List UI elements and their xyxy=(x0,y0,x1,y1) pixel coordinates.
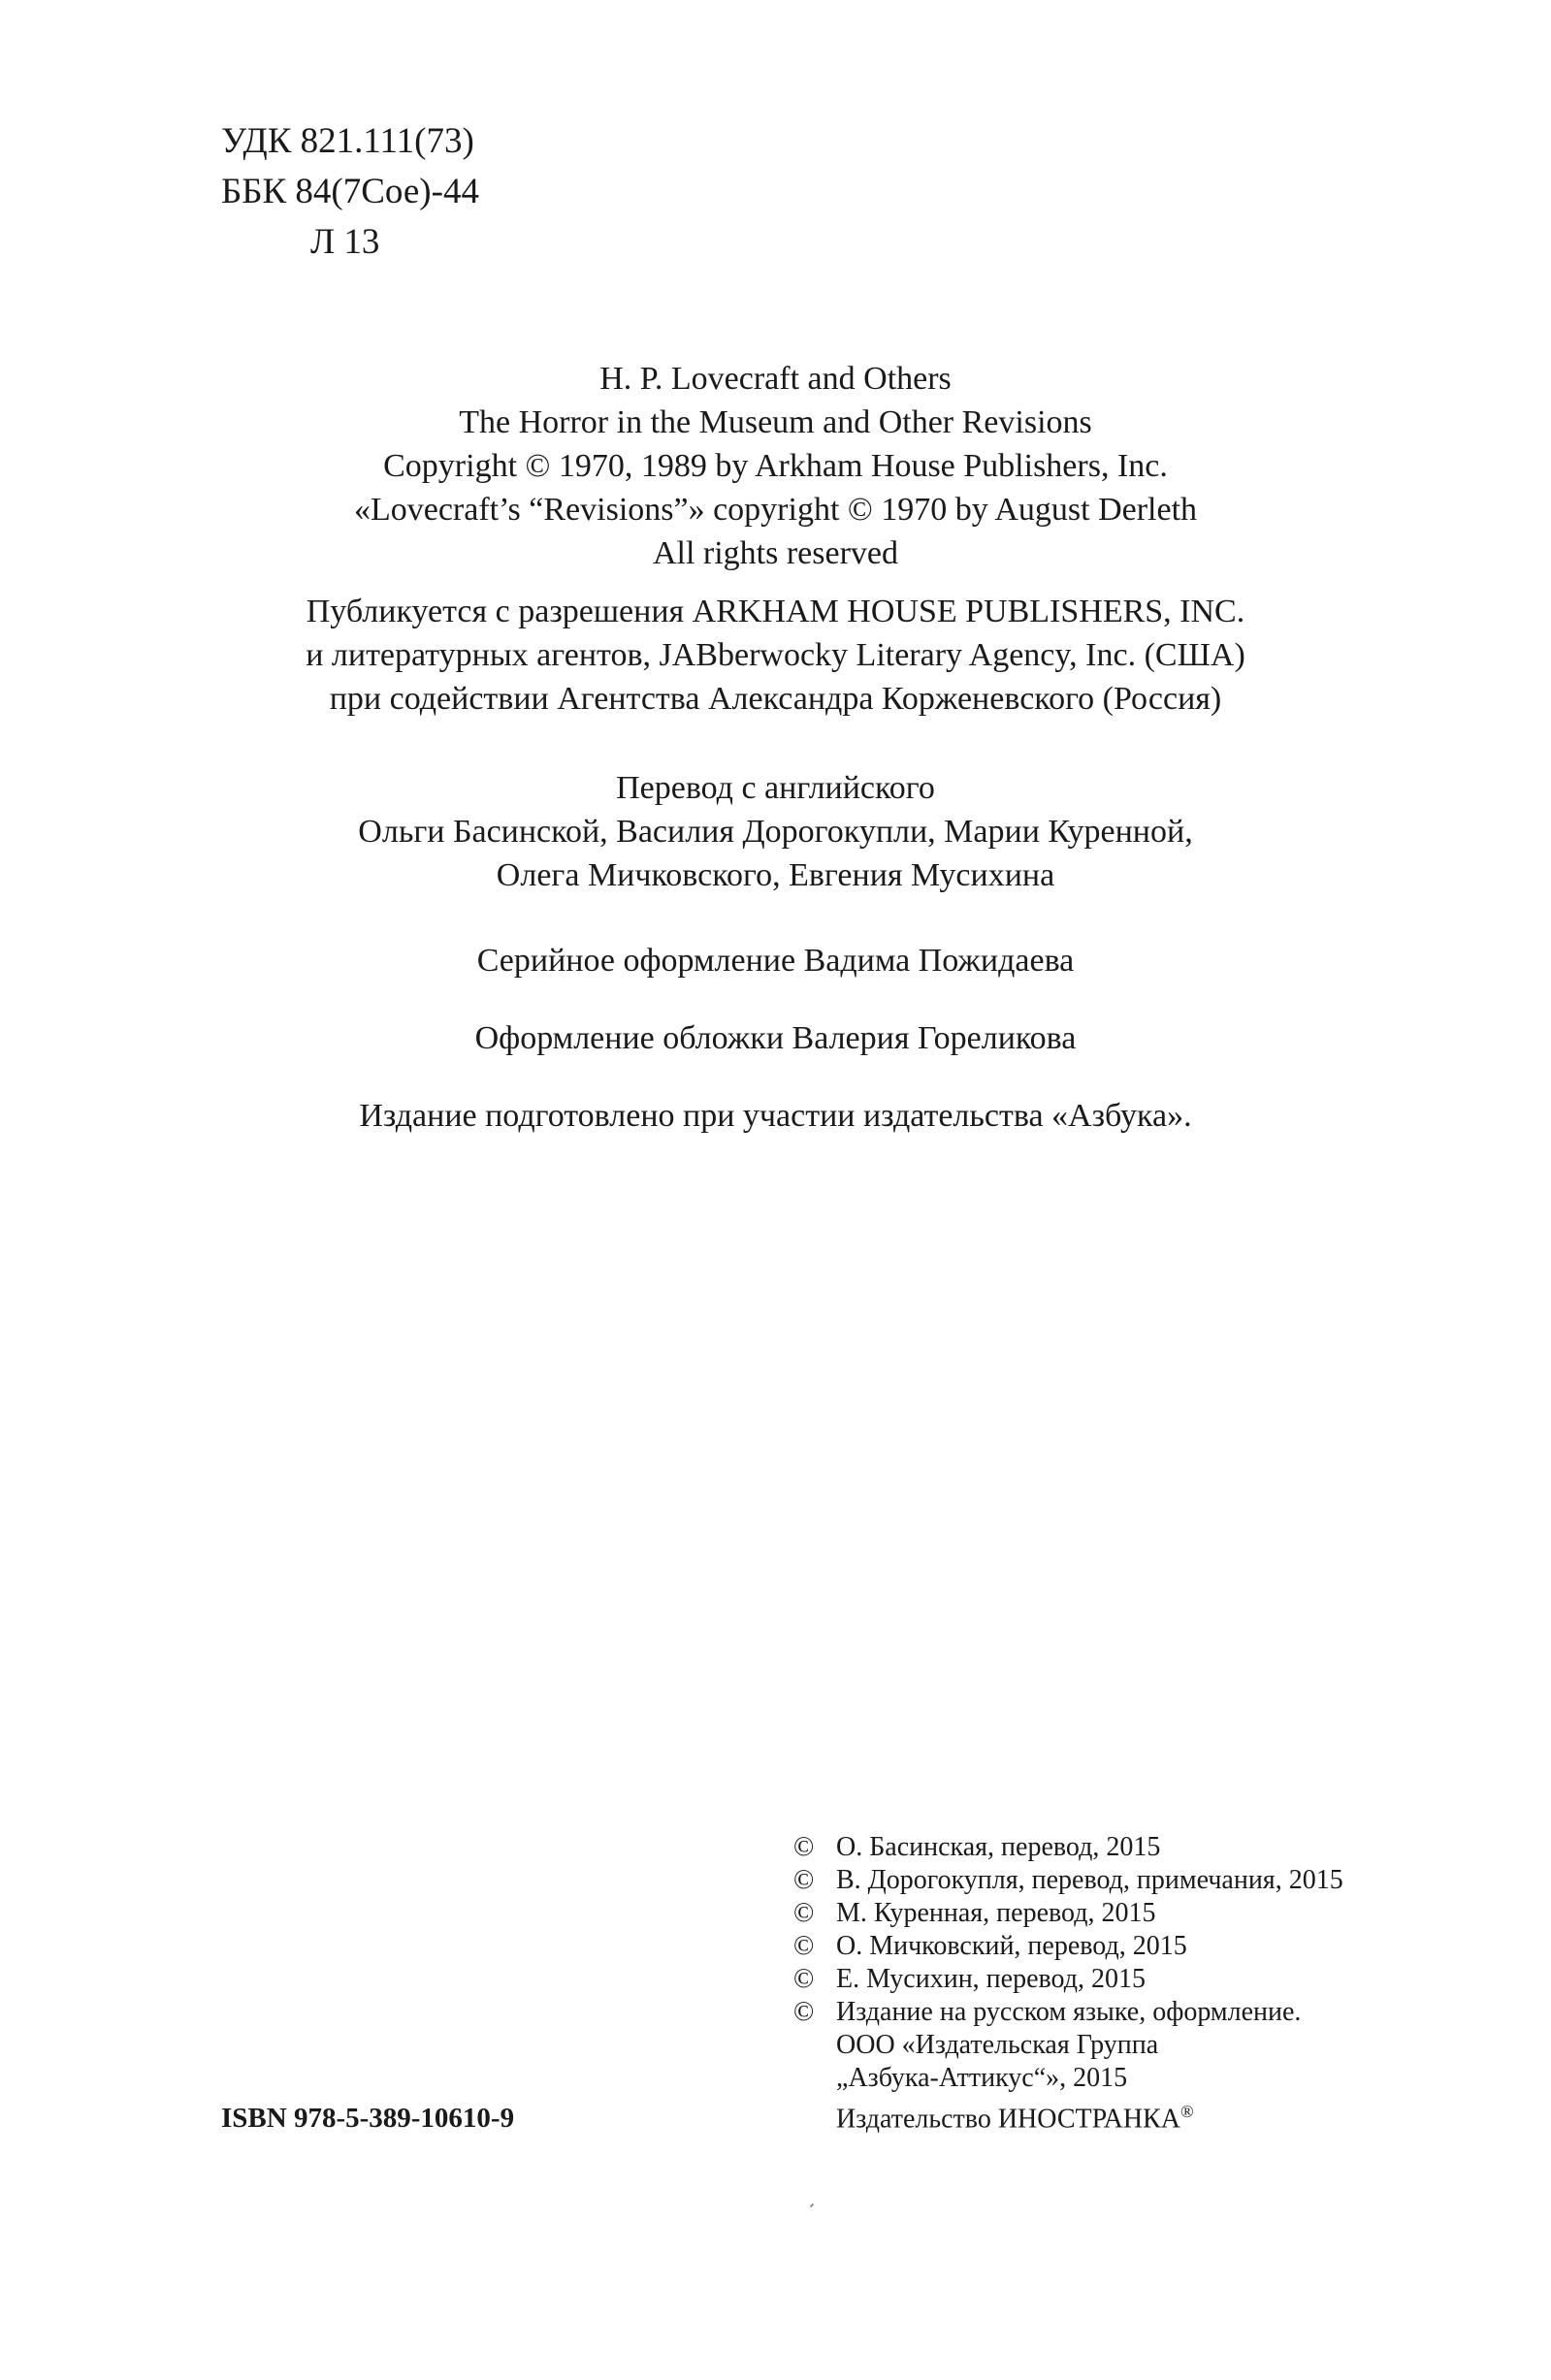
publisher-line: ООО «Издательская Группа xyxy=(836,2030,1159,2060)
publisher-line: Издательство ИНОСТРАНКА® xyxy=(836,2102,1194,2135)
translators-line: Перевод с английского xyxy=(616,770,935,806)
copyright-entry: © Е. Мусихин, перевод, 2015 xyxy=(793,1964,1146,1994)
publication-permission-block xyxy=(0,590,1551,721)
library-classification xyxy=(221,116,479,268)
rights-line: The Horror in the Museum and Other Revisions xyxy=(459,404,1092,440)
registered-trademark-mark: ® xyxy=(1179,2102,1194,2121)
translators-line: Ольги Басинской, Василия Дорогокупли, Марии Куренной, xyxy=(358,814,1193,850)
rights-line: H. P. Lovecraft and Others xyxy=(599,361,952,397)
copyright-symbol: © xyxy=(793,1832,815,1862)
bbk-code: ББК 84(7Сое)-44 xyxy=(221,172,479,211)
author-sign: Л 13 xyxy=(310,222,380,262)
copyright-symbol: © xyxy=(793,1931,815,1961)
copyright-symbol: © xyxy=(793,1898,815,1928)
rights-line: All rights reserved xyxy=(652,535,899,571)
permission-line: и литературных агентов, JABberwocky Literary Agency, Inc. (США) xyxy=(306,637,1245,673)
rights-line: «Lovecraft’s “Revisions”» copyright © 1970 by August Derleth xyxy=(353,492,1198,528)
copyright-entry: © В. Дорогокупля, перевод, примечания, 2015 xyxy=(793,1865,1343,1895)
prepared-by-note: Издание подготовлено при участии издательства «Азбука». xyxy=(359,1098,1192,1134)
udk-code: УДК 821.111(73) xyxy=(221,121,474,161)
copyright-symbol: © xyxy=(793,1865,815,1895)
translators-block xyxy=(0,766,1551,897)
print-speck xyxy=(810,2203,814,2207)
permission-line: при содействии Агентства Александра Корженевского (Россия) xyxy=(329,681,1222,717)
permission-line: Публикуется с разрешения ARKHAM HOUSE PUBLISHERS, INC. xyxy=(306,594,1245,629)
copyright-entry: © О. Басинская, перевод, 2015 xyxy=(793,1832,1161,1862)
copyright-entry: © М. Куренная, перевод, 2015 xyxy=(793,1898,1156,1928)
translators-line: Олега Мичковского, Евгения Мусихина xyxy=(496,857,1055,893)
publisher-line: „Азбука-Аттикус“», 2015 xyxy=(836,2063,1128,2093)
copyright-symbol: © xyxy=(793,1997,815,2027)
cover-design-credit: Оформление обложки Валерия Гореликова xyxy=(474,1020,1077,1056)
series-design-credit: Серийное оформление Вадима Пожидаева xyxy=(476,943,1075,979)
copyright-entry: © Издание на русском языке, оформление. xyxy=(793,1997,1302,2027)
copyright-entry: © О. Мичковский, перевод, 2015 xyxy=(793,1931,1187,1961)
copyright-symbol: © xyxy=(793,1964,815,1994)
rights-line: Copyright © 1970, 1989 by Arkham House Publishers, Inc. xyxy=(383,448,1168,484)
isbn-number: ISBN 978-5-389-10610-9 xyxy=(221,2103,515,2134)
original-rights-block xyxy=(0,357,1551,575)
copyright-notices xyxy=(793,1831,1343,2136)
